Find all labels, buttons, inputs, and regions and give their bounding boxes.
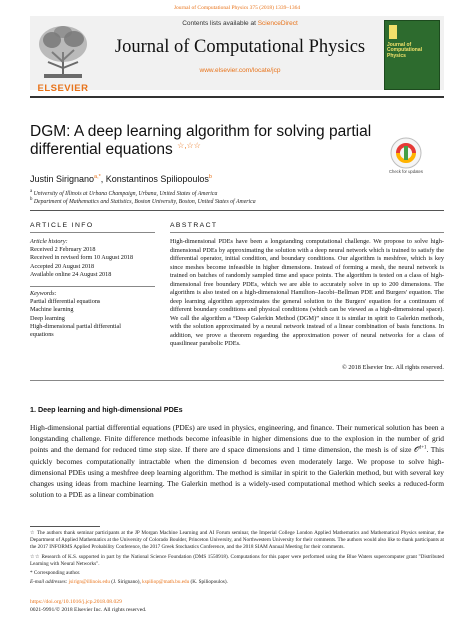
abstract-copyright: © 2018 Elsevier Inc. All rights reserved. (341, 364, 444, 371)
issn: 0021-9991/© 2018 Elsevier Inc. All rights reserved. (30, 606, 147, 613)
affiliation-b: $^b$ Department of Mathematics and Statistics, Boston University, Boston, United States of America (30, 197, 256, 205)
article-history: Article history: Received 2 February 2018 Received in revised form 10 August 2018 Accepted 20 August 2018 Available online 24 August 2018 (30, 238, 155, 279)
elsevier-tree-logo (34, 22, 92, 84)
footnote-emails: E-mail addresses: jsirign@illinois.edu (J. Sirignano), kspiliop@math.bu.edu (K. Spiliopoulos). (30, 579, 228, 586)
journal-cover[interactable] (384, 20, 440, 90)
crossmark-icon[interactable] (390, 137, 422, 169)
footnote-corresponding: * Corresponding author. (30, 569, 81, 576)
article-info-heading: ARTICLE INFO (30, 222, 94, 229)
info-rule (30, 232, 155, 233)
author-list: Justin Sirignano$^{a,*}$, Konstantinos Spiliopoulos$^b$ (30, 174, 212, 184)
footnote-2: ☆☆ Research of K.S. supported in part by the National Science Foundation (DMS 1550918). Computations for this paper were performed using the Blue Waters supercomputer grant "Distributed Learning with Neural Networks". (30, 553, 444, 567)
history-accepted: Accepted 20 August 2018 (30, 262, 95, 270)
author-1-marks[interactable]: a,* (94, 174, 101, 180)
doi-block (30, 599, 146, 614)
footnotes (30, 530, 444, 588)
author-1[interactable]: Justin Sirignano (30, 174, 95, 184)
footnote-1: ☆ The authors thank seminar participants at the JP Morgan Machine Learning and AI Forum seminar, the Imperial College London Applied Mathematics and Mathematical Physics seminar, the Department of Applied Mathematics at the University of Colorado Boulder, Princeton University, and Northwestern University for their comments. The authors would also like to thank participants at the 2017 INFORMS Applied Probability Conference, the 2017 Greek Stochastics Conference, and the 2018 SIAM Annual Meeting for their comments. (30, 530, 444, 551)
doi-link[interactable]: https://doi.org/10.1016/j.jcp.2018.08.029 (30, 599, 122, 605)
keyword: Machine learning (30, 306, 74, 314)
journal-url-link[interactable]: www.elsevier.com/locate/jcp (199, 67, 281, 74)
keyword: High-dimensional partial differential (30, 322, 121, 330)
affiliation-a: $^a$ University of Illinois at Urbana Champaign, Urbana, United States of America (30, 189, 218, 197)
email-1-link[interactable]: jsirign@illinois.edu (68, 579, 110, 586)
title-footnote-marks[interactable]: ☆,☆☆ (177, 140, 201, 150)
publisher-name: ELSEVIER (37, 83, 89, 94)
author-2[interactable]: Konstantinos Spiliopoulos (105, 174, 209, 184)
running-head[interactable]: Journal of Computational Physics 375 (2018) 1339–1364 (173, 5, 301, 11)
mesh-exponent: d+1 (418, 445, 427, 451)
contents-line: Contents lists available at ScienceDirect (182, 20, 298, 27)
abstract-heading: ABSTRACT (170, 222, 218, 229)
abstract-end-rule (30, 380, 444, 381)
footnote-rule (30, 526, 100, 527)
affiliation-rule (30, 210, 444, 211)
keywords-rule (30, 286, 155, 287)
keywords: Keywords: Partial differential equations Machine learning Deep learning High-dimensional partial differential equations (30, 290, 155, 339)
history-received: Received 2 February 2018 (30, 246, 96, 254)
abstract-rule (170, 232, 444, 233)
keyword: Partial differential equations (30, 298, 101, 306)
keyword: Deep learning (30, 314, 65, 322)
keyword: equations (30, 330, 54, 338)
history-online: Available online 24 August 2018 (30, 270, 112, 278)
abstract-text: High-dimensional PDEs have been a longstanding computational challenge. We propose to solve high-dimensional PDEs by approximating the solution with a deep neural network which is trained to satisfy the differential operator, initial condition, and boundary conditions. Our algorithm is meshfree, which is key since meshes become infeasible in higher dimensions. Instead of forming a mesh, the neural network is trained on batches of randomly sampled time and space points. The algorithm is tested on a class of high-dimensional free boundary PDEs, which we are able to accurately solve in up to 200 dimensions. The algorithm is also tested on a high-dimensional Hamilton–Jacobi–Bellman PDE and Burgers' equation. The deep learning algorithm approximates the general solution to the Burgers' equation for a continuum of different boundary conditions and physical conditions (which can be viewed as a high-dimensional space). We call the algorithm a “Deep Galerkin Method (DGM)” since it is similar in spirit to Galerkin methods, with the solution approximated by a neural network instead of a linear combination of basis functions. In addition, we prove a theorem regarding the approximation power of neural networks for a class of quasilinear parabolic PDEs. (170, 238, 444, 347)
section-1-text: High-dimensional partial differential equations (PDEs) are used in physics, engineering, and finance. Their numerical solution has been a longstanding challenge. Finite difference methods become infeasible in higher dimensions due to the explosion in the number of grid points and the demand for reduced time step size. If there are d space dimensions and 1 time dimension, the mesh is of size 𝒪$^{d+1}$. This quickly becomes computationally intractable when the dimension d becomes even moderately large. We propose to solve high-dimensional PDEs using a meshfree deep learning algorithm. The method is similar in spirit to the Galerkin method, but with several key changes using ideas from machine learning. The Galerkin method is a widely-used computational method which seeks a reduced-form solution to a PDE as a linear combination (30, 423, 444, 500)
journal-title[interactable]: Journal of Computational Physics (114, 37, 366, 57)
email-2-link[interactable]: kspiliop@math.bu.edu (142, 579, 190, 586)
cover-band (389, 25, 397, 39)
crossmark-label: Check for updates (389, 169, 423, 174)
article-title: DGM: A deep learning algorithm for solving partial differential equations ☆,☆☆ (30, 123, 372, 158)
author-2-marks[interactable]: b (208, 174, 212, 180)
history-revised: Received in revised form 10 August 2018 (30, 254, 134, 262)
cover-title: Journal of Computational Physics (387, 42, 422, 59)
header-rule (30, 96, 444, 98)
section-1-heading: 1. Deep learning and high-dimensional PDEs (30, 405, 183, 414)
sciencedirect-link[interactable]: ScienceDirect (257, 20, 298, 27)
